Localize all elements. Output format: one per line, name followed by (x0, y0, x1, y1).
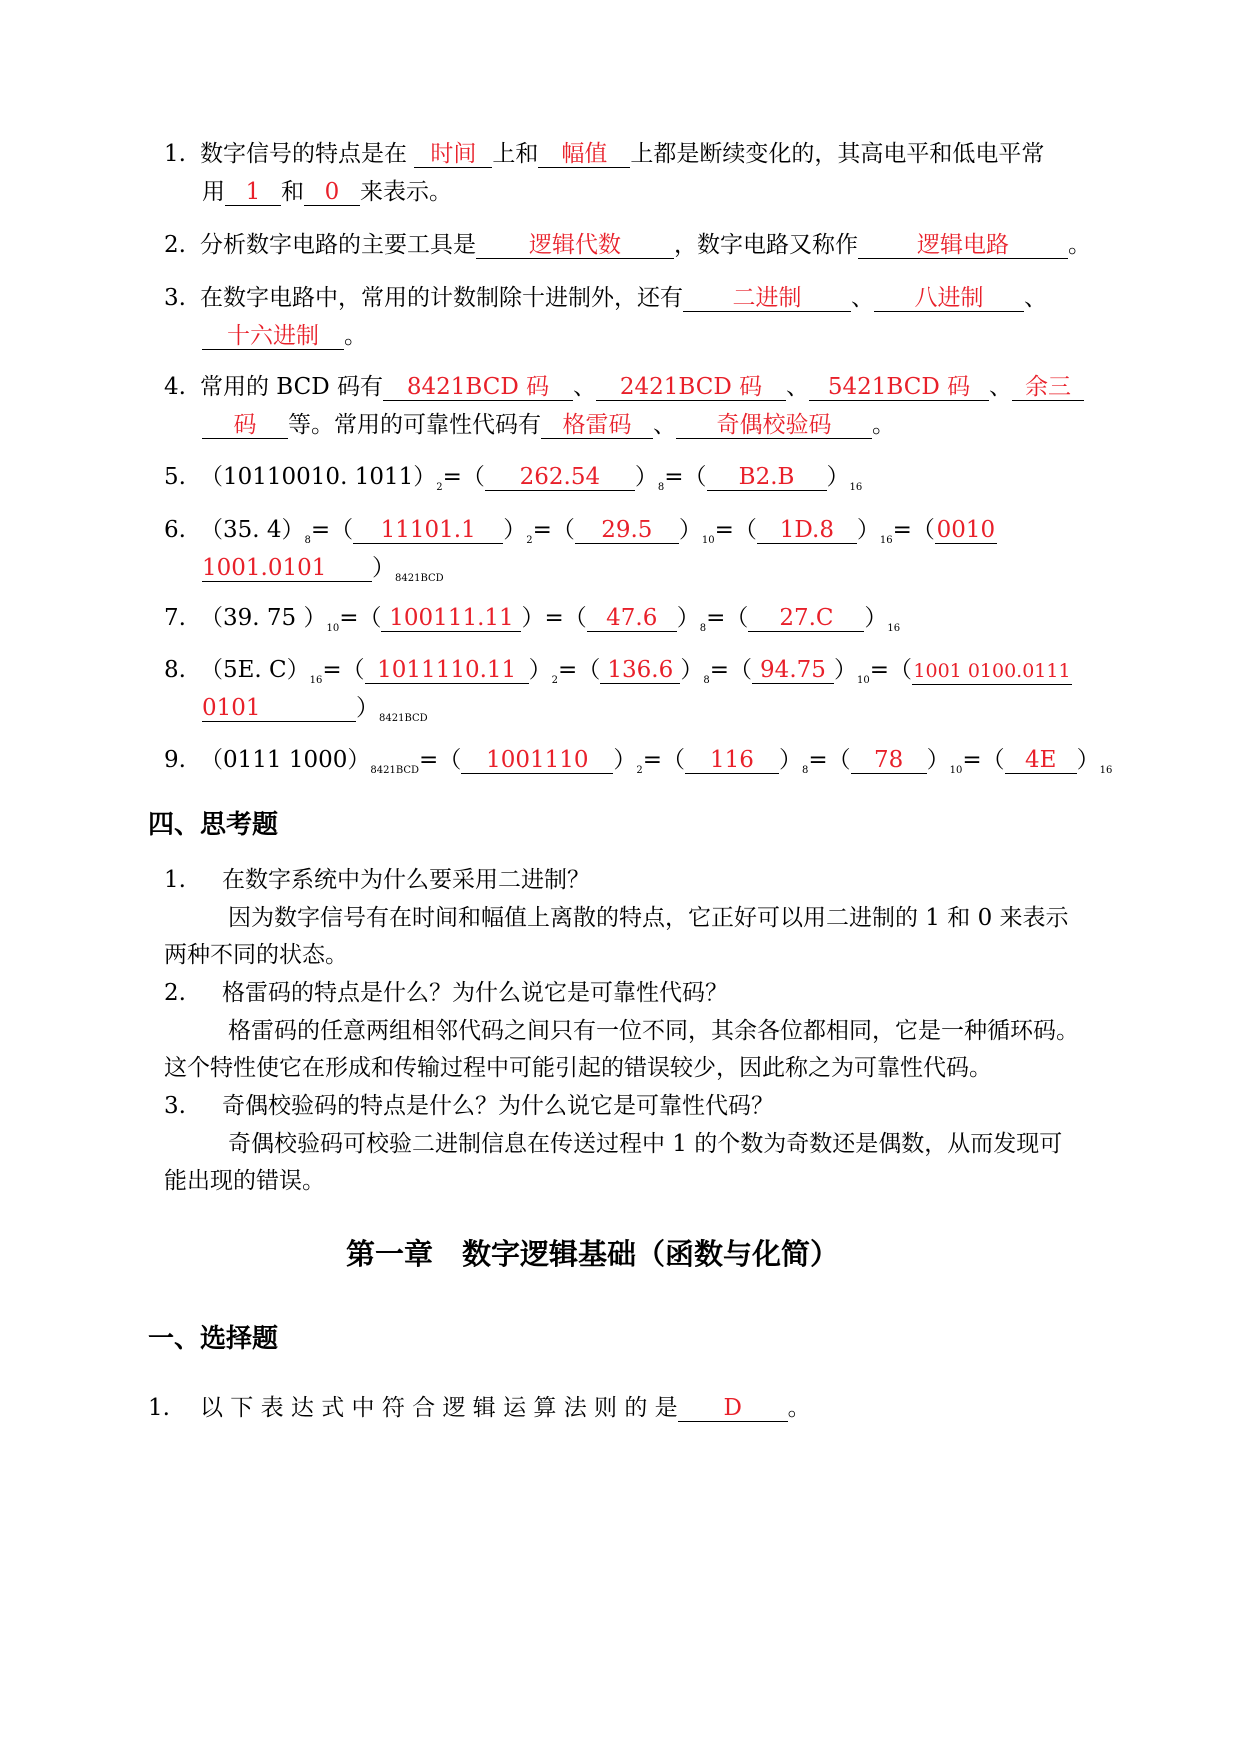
answer-blank: 1001 0100.0111 (912, 658, 1072, 685)
answer-blank: 94.75 (752, 657, 834, 684)
answer-blank: 2421BCD 码 (596, 374, 786, 401)
answer-blank: 0010 (936, 517, 996, 543)
question-6: 6. （35. $4)_8=$（ 11101.1 ）$_2=$（ 29.5 ）$_{10}=$（ 1D.8 ）$_{16}=(0010$ (164, 517, 996, 546)
question-3: 3. 在数字电路中，常用的计数制除十进制外，还有 二进制 、 八进制 、 (164, 285, 1047, 311)
think-answer-3-line1: 奇偶校验码可校验二进制信息在传送过程中 1 的个数为奇数还是偶数，从而发现可 (228, 1131, 1063, 1157)
think-question-1: 1. 在数字系统中为什么要采用二进制？ (164, 867, 590, 893)
answer-blank: 八进制 (874, 285, 1024, 312)
think-answer-1-line2: 两种不同的状态。 (164, 942, 348, 968)
section-heading: 四、思考题 (148, 810, 279, 840)
answer-blank: 1D.8 (757, 517, 857, 544)
answer-blank: 十六进制 (202, 323, 344, 350)
answer-blank: 码 (202, 412, 288, 439)
question-3-cont: 十六进制 。 (202, 321, 367, 351)
question-9: 9. （0111 $1000)_{8421BCD}=$（ 1001110 ）$_2=$（ 116 ）$_8=$（ 78 ）$_{10}=$（ 4E ）$_{16}$ (164, 747, 1113, 776)
answer-blank: 1 (225, 179, 281, 206)
think-answer-2-line2: 这个特性使它在形成和传输过程中可能引起的错误较少，因此称之为可靠性代码。 (164, 1055, 992, 1081)
question-8-cont: 0101 ）$_{8421BCD}$ (202, 695, 428, 724)
answer-blank: 0101 (202, 695, 356, 722)
answer-blank: 78 (851, 747, 927, 774)
answer-blank: 0 (304, 179, 360, 206)
think-question-2: 2. 格雷码的特点是什么？为什么说它是可靠性代码？ (164, 980, 728, 1006)
question-4-cont: 码 等。常用的可靠性代码有 格雷码 、 奇偶校验码 。 (202, 410, 895, 440)
answer-blank: 29.5 (575, 517, 679, 544)
question-8: 8. （5E. $C)_{16}=$（ 1011110.11 ）$_2=$（ 136.6 ）$_8=$（ 94.75 ）$_{10}=(1001$ 0100.0111 (164, 657, 1071, 686)
answer-blank: 4E (1005, 747, 1077, 774)
answer-blank: 11101.1 (353, 517, 503, 544)
answer-blank: 格雷码 (541, 412, 653, 439)
answer-blank: 二进制 (683, 285, 851, 312)
answer-blank: 幅值 (538, 141, 630, 168)
question-4: 4. 常用的 BCD 码有 8421BCD 码 、 2421BCD 码 、 5421BCD 码 、 余三 (164, 372, 1084, 402)
answer-blank: 27.C (748, 605, 864, 632)
answer-blank: 逻辑电路 (858, 232, 1068, 259)
answer-blank: 逻辑代数 (476, 232, 674, 259)
answer-blank: 136.6 (600, 657, 680, 684)
answer-blank: 100111.11 (381, 605, 521, 632)
question-1-cont: 用 1 和 0 来表示。 (202, 179, 452, 205)
answer-blank: 262.54 (485, 464, 635, 491)
question-1: 1. 数字信号的特点是在 时间 上和 幅值 上都是断续变化的，其高电平和低电平常 (164, 141, 1045, 167)
answer-blank: 1001110 (461, 747, 613, 774)
question-5: 5. （10110010. $1011)_2=$（ 262.54 ）$_8=$（ B2.B ）$_{16}$ (164, 464, 863, 493)
think-question-3: 3. 奇偶校验码的特点是什么？为什么说它是可靠性代码？ (164, 1093, 774, 1119)
choice-question-1: 1. 以 下 表 达 式 中 符 合 逻 辑 运 算 法 则 的 是 D 。 (148, 1395, 811, 1421)
answer-blank: 1011110.11 (365, 657, 529, 684)
think-answer-1-line1: 因为数字信号有在时间和幅值上离散的特点，它正好可以用二进制的 1 和 0 来表示 (228, 905, 1069, 931)
answer-blank: 8421BCD 码 (383, 374, 573, 401)
answer-blank: 5421BCD 码 (809, 374, 989, 401)
answer-blank: 时间 (414, 141, 492, 168)
answer-blank: B2.B (707, 464, 827, 491)
answer-blank: D (678, 1395, 788, 1422)
section-heading: 一、选择题 (148, 1324, 279, 1354)
question-2: 2. 分析数字电路的主要工具是 逻辑代数 ，数字电路又称作 逻辑电路 。 (164, 232, 1091, 258)
chapter-title: 第一章 数字逻辑基础（函数与化简） (346, 1237, 840, 1271)
answer-blank: 47.6 (587, 605, 677, 632)
answer-blank: 奇偶校验码 (676, 412, 872, 439)
answer-blank: 116 (685, 747, 779, 774)
think-answer-3-line2: 能出现的错误。 (164, 1168, 325, 1194)
question-6-cont: 1001.0101 ）$_{8421BCD}$ (202, 555, 444, 584)
answer-blank: 余三 (1012, 374, 1084, 401)
answer-blank: 1001.0101 (202, 555, 372, 582)
think-answer-2-line1: 格雷码的任意两组相邻代码之间只有一位不同，其余各位都相同，它是一种循环码。 (228, 1018, 1079, 1044)
question-7: 7. （39. 75 ）$_{10}=$（ 100111.11 ）=（ 47.6 ）$_8=$（ 27.C ）$_{16}$ (164, 605, 901, 634)
